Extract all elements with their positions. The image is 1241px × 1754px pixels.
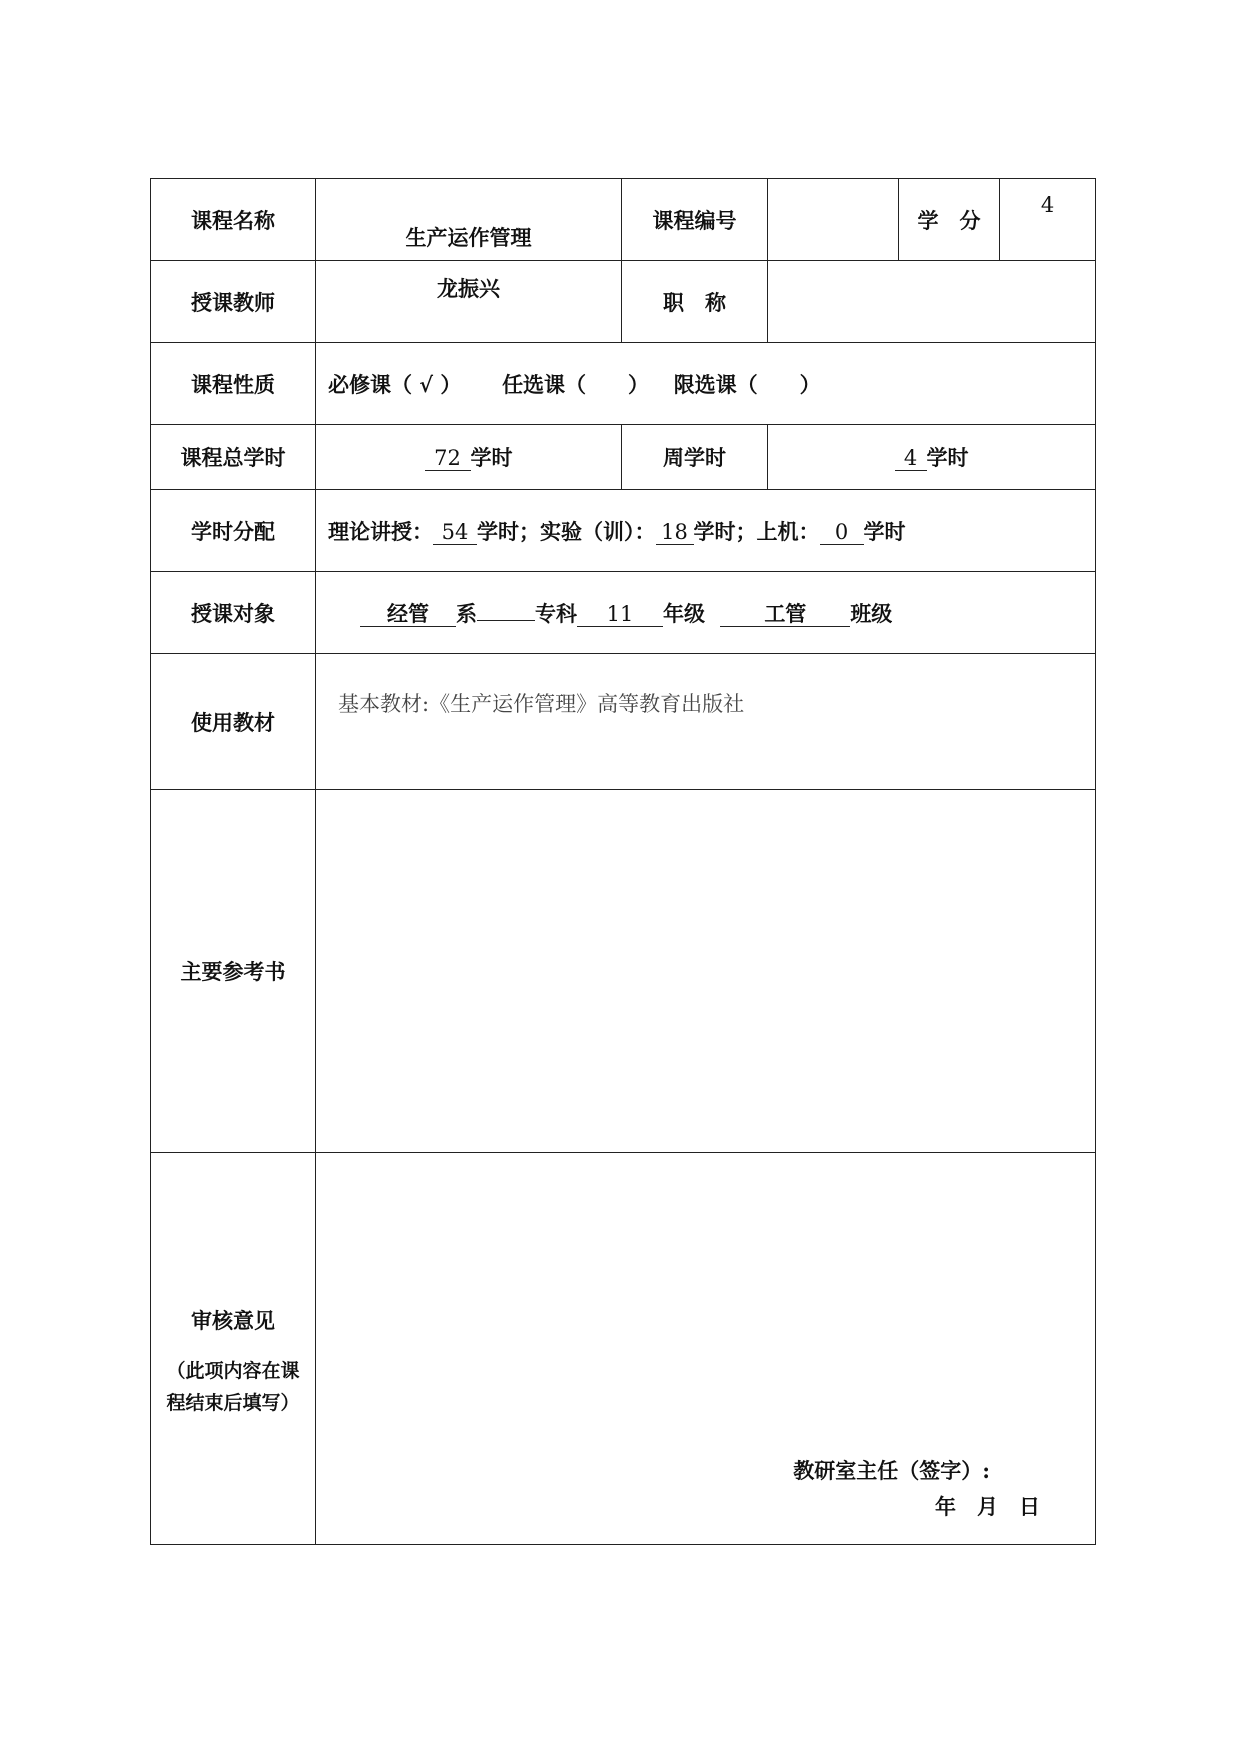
total-hours-field[interactable]	[316, 425, 622, 490]
audience-level-prefix: 专科	[535, 600, 577, 626]
credit-value: 4	[1040, 193, 1055, 217]
title-field[interactable]	[768, 261, 1096, 343]
audience-class-value[interactable]: 工管	[720, 602, 850, 627]
teacher-value: 龙振兴	[437, 276, 500, 301]
weekly-hours-unit: 学时	[926, 445, 969, 470]
allocation-lab-value[interactable]: 18	[656, 520, 694, 545]
weekly-hours-label: 周学时	[622, 425, 768, 490]
textbook-value: 基本教材:《生产运作管理》高等教育出版社	[338, 692, 745, 716]
allocation-computer-prefix: 学时；上机：	[693, 518, 820, 544]
weekly-hours-value: 4	[895, 446, 927, 471]
course-name-field[interactable]	[316, 179, 622, 261]
teacher-label: 授课教师	[151, 261, 316, 343]
course-name-label: 课程名称	[151, 179, 316, 261]
allocation-suffix: 学时	[863, 518, 906, 544]
audience-grade-suffix: 年级	[663, 600, 705, 626]
nature-label: 课程性质	[151, 343, 316, 425]
allocation-lecture-value[interactable]: 54	[433, 520, 477, 545]
references-label: 主要参考书	[151, 790, 316, 1153]
textbook-label: 使用教材	[151, 654, 316, 790]
course-name-value: 生产运作管理	[405, 225, 532, 250]
nature-required-option[interactable]: 必修课（ √ ）	[328, 371, 462, 397]
review-label-cell	[151, 1153, 316, 1545]
title-label: 职 称	[622, 261, 768, 343]
audience-field	[316, 572, 1096, 654]
course-code-label: 课程编号	[622, 179, 768, 261]
review-label: 审核意见	[191, 1308, 275, 1333]
allocation-lab-prefix: 学时；实验（训）：	[477, 518, 656, 544]
review-note: （此项内容在课程结束后填写）	[166, 1360, 300, 1414]
review-field[interactable]	[316, 1153, 1096, 1545]
audience-class-suffix: 班级	[850, 600, 893, 626]
textbook-field[interactable]	[316, 654, 1096, 790]
total-hours-label: 课程总学时	[151, 425, 316, 490]
weekly-hours-field[interactable]	[768, 425, 1096, 490]
allocation-field	[316, 490, 1096, 572]
teacher-field[interactable]	[316, 261, 622, 343]
total-hours-unit: 学时	[470, 445, 513, 470]
total-hours-value: 72	[425, 446, 471, 471]
allocation-label: 学时分配	[151, 490, 316, 572]
allocation-computer-value[interactable]: 0	[820, 520, 864, 545]
form-table	[150, 178, 1096, 1545]
audience-dept-value[interactable]: 经管	[360, 602, 456, 627]
review-signature: 教研室主任（签字）:	[793, 1458, 990, 1483]
allocation-lecture-prefix: 理论讲授：	[328, 518, 433, 544]
nature-elective-option[interactable]: 任选课（ ）	[502, 371, 650, 397]
course-code-field[interactable]	[768, 179, 899, 261]
nature-options	[316, 343, 1096, 425]
review-date: 年 月 日	[935, 1494, 1040, 1519]
audience-label: 授课对象	[151, 572, 316, 654]
nature-limited-option[interactable]: 限选课（ ）	[673, 371, 821, 397]
audience-dept-suffix: 系	[456, 600, 477, 626]
references-field[interactable]	[316, 790, 1096, 1153]
audience-grade-value[interactable]: 11	[577, 602, 663, 627]
credit-field[interactable]	[1000, 179, 1096, 261]
course-info-form	[150, 178, 1095, 1545]
credit-label: 学 分	[899, 179, 1000, 261]
